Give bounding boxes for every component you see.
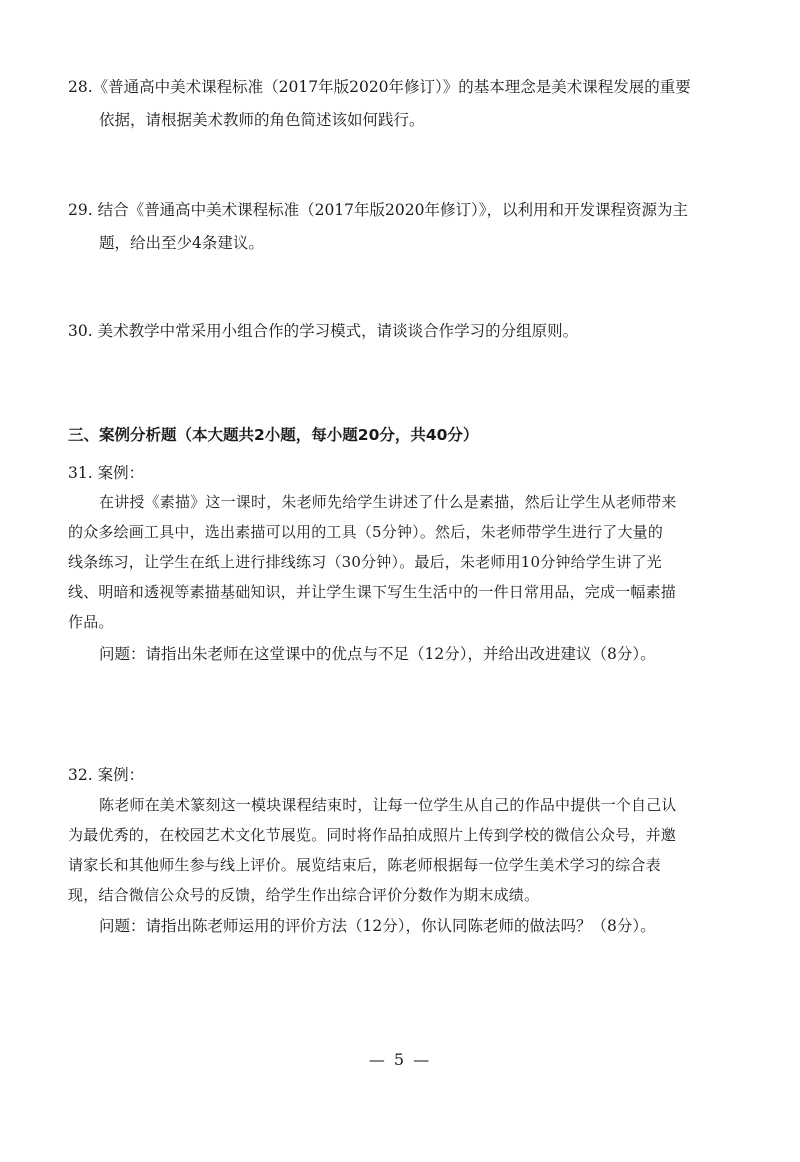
question-32-para-line-1: 陈老师在美术篆刻这一模块课程结束时，让每一位学生从自己的作品中提供一个自己认 — [99, 796, 677, 814]
question-31-para-line-1: 在讲授《素描》这一课时，朱老师先给学生讲述了什么是素描，然后让学生从老师带来 — [99, 493, 677, 511]
question-32-label: 32. 案例： — [68, 766, 145, 784]
question-32-para-line-2: 为最优秀的，在校园艺术文化节展览。同时将作品拍成照片上传到学校的微信公众号，并邀 — [68, 826, 677, 844]
question-32-para-line-3: 请家长和其他师生参与线上评价。展览结束后，陈老师根据每一位学生美术学习的综合表 — [68, 856, 661, 874]
question-31-para-line-3: 线条练习，让学生在纸上进行排线练习（30分钟）。最后，朱老师用10分钟给学生讲了光 — [68, 553, 662, 571]
question-30-line-1: 30. 美术教学中常采用小组合作的学习模式，请谈谈合作学习的分组原则。 — [68, 322, 579, 340]
question-31-para-line-4: 线、明暗和透视等素描基础知识，并让学生课下写生生活中的一件日常用品，完成一幅素描 — [68, 583, 677, 601]
question-31-para-line-2: 的众多绘画工具中，选出素描可以用的工具（5分钟）。然后，朱老师带学生进行了大量的 — [68, 523, 664, 541]
question-31-label: 31. 案例： — [68, 464, 145, 482]
question-29-line-1: 29. 结合《普通高中美术课程标准（2017年版2020年修订）》，以利用和开发课程资源为主 — [68, 201, 688, 219]
question-29-line-2: 题，给出至少4条建议。 — [99, 234, 264, 252]
question-31-prompt: 问题：请指出朱老师在这堂课中的优点与不足（12分），并给出改进建议（8分）。 — [99, 645, 656, 663]
question-28-line-2: 依据，请根据美术教师的角色简述该如何践行。 — [99, 111, 425, 129]
question-32-prompt: 问题：请指出陈老师运用的评价方法（12分），你认同陈老师的做法吗？（8分）。 — [99, 917, 656, 935]
page-number: — 5 — — [368, 1050, 432, 1069]
question-31-para-line-5: 作品。 — [68, 613, 114, 631]
section-3-heading: 三、案例分析题（本大题共2小题，每小题20分，共40分） — [68, 426, 479, 444]
question-32-para-line-4: 现，结合微信公众号的反馈，给学生作出综合评价分数作为期末成绩。 — [68, 886, 540, 904]
question-28-line-1: 28.《普通高中美术课程标准（2017年版2020年修订）》的基本理念是美术课程发展的重要 — [68, 78, 691, 96]
